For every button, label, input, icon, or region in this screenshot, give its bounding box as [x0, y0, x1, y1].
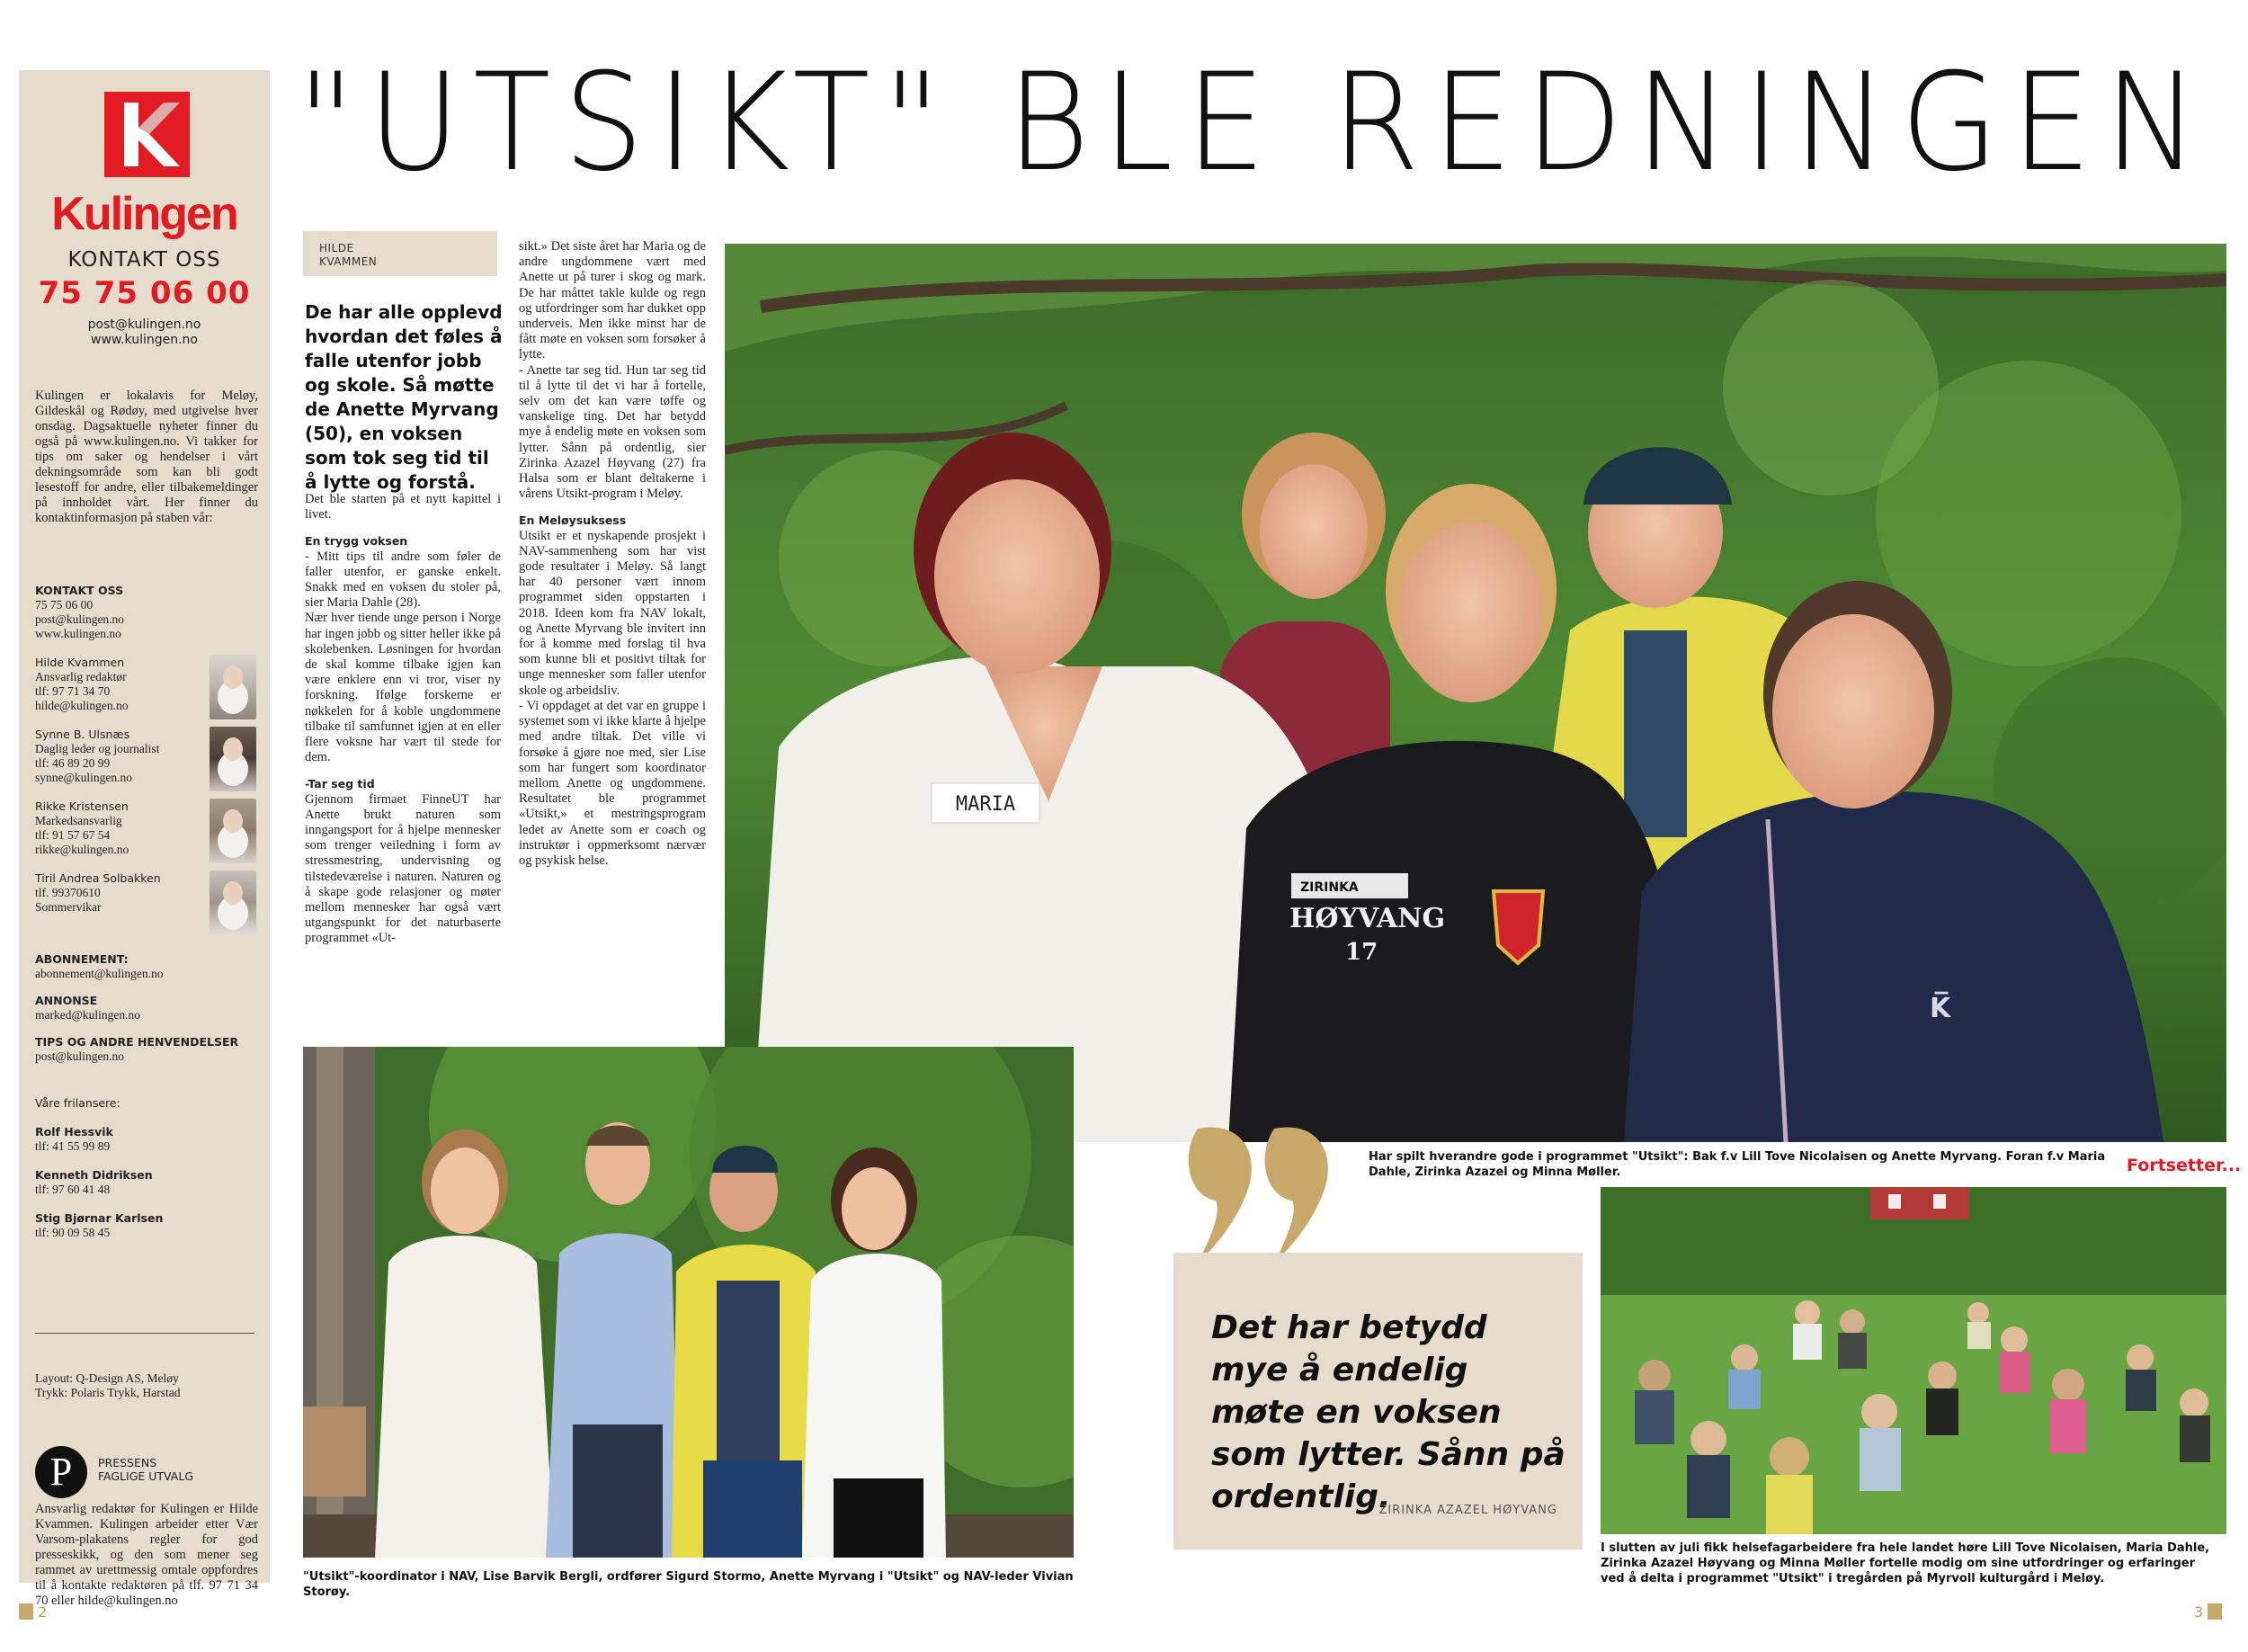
page-k-icon	[2208, 1603, 2222, 1620]
staff-role: Markedsansvarlig	[35, 814, 122, 827]
contact-block-heading: KONTAKT OSS	[35, 584, 124, 597]
main-photo-caption: Har spilt hverandre gode i programmet "Utsikt": Bak f.v Lill Tove Nicolaisen og Anette Myrvang. Foran f.v Maria Dahle, Zirinka Azazel og Minna Møller.	[1369, 1150, 2106, 1179]
ads-heading: ANNONSE	[35, 994, 98, 1007]
freelancer-phone: tlf: 41 55 99 89	[35, 1139, 111, 1153]
paragraph: - Mitt tips til andre som føler de faller utenfor, er ganske enkelt. Snakk med en voksen du stoler på, sier Maria Dahle (28).	[305, 549, 501, 611]
subheading: En trygg voksen	[305, 534, 408, 549]
staff-email: rikke@kulingen.no	[35, 843, 129, 856]
freelancer-entry	[35, 1125, 215, 1154]
tips-heading: TIPS OG ANDRE HENVENDELSER	[35, 1035, 239, 1049]
production-block	[35, 1371, 260, 1400]
byline	[319, 242, 377, 269]
paragraph: - Vi oppdaget at det var en gruppe i systemet som vi ikke klarte å hjelpe med andre tiltak. Det ville vi forsøke å gjøre noe med, sier Lise som har fungert som koordinator mellom Anette og ungdommene. Resultatet ble programmet «Utsikt,» et mestringsprogram ledet av Anette som er coach og instruktør i oppmerksomt nærvær og psykisk helse.	[519, 698, 706, 868]
pfu-logo-icon: P	[35, 1446, 87, 1498]
subheading: -Tar seg tid	[305, 777, 375, 791]
contact-heading: KONTAKT OSS	[67, 248, 221, 272]
freelancer-name: Kenneth Didriksen	[35, 1168, 153, 1182]
paragraph: Utsikt er et nyskapende prosjekt i NAV-sammenheng som har vist gode resultater i Meløy. Så langt har 40 personer vært innom programmet siden oppstarten i 2018. Ideen kom fra NAV lokalt, og Anette Myrvang ble invitert inn for å komme med forslag til hva som kunne bli et positivt tiltak for unge mennesker som faller utenfor skole og arbeidsliv.	[519, 528, 706, 698]
freelancer-name: Stig Bjørnar Karlsen	[35, 1211, 164, 1225]
contact-email: post@kulingen.no	[87, 317, 201, 332]
staff-portrait	[210, 871, 256, 935]
paragraph: Gjennom firmaet FinneUT har Anette brukt naturen som inngangsport for å hjelpe mennesker som trenger veiledning i form av stressmestring, undervisning og tilstedeværelse i naturen. Naturen og å skape gode relasjoner og møter mellom mennesker har også vært utgangspunkt for det naturbaserte programmet «Ut-	[305, 791, 501, 946]
ads-block	[35, 994, 215, 1022]
pfu-text: Ansvarlig redaktør for Kulingen er Hilde Kvammen. Kulingen arbeider etter Vær Varsom-plakatens regler for god presseskikk, og den som mener seg rammet av urettmessig omtale oppfordres til å kontakte redaktøren på tlf. 97 71 34 70 eller hilde@kulingen.no	[35, 1502, 258, 1608]
pfu-label	[98, 1456, 242, 1483]
name-tag-maria: MARIA	[955, 793, 1016, 816]
tips-email: post@kulingen.no	[35, 1049, 125, 1063]
staff-phone: tlf: 97 71 34 70	[35, 684, 111, 698]
freelancers-block	[35, 1096, 215, 1111]
seminar-photo	[1601, 1187, 2226, 1534]
article-column-2	[519, 239, 706, 869]
pfu-line1: PRESSENS	[98, 1456, 157, 1469]
page-number-right	[2194, 1603, 2222, 1621]
subscription-block	[35, 952, 215, 981]
freelancers-heading: Våre frilansere:	[35, 1096, 120, 1110]
main-group-photo	[725, 244, 2226, 1142]
contact-block-web: www.kulingen.no	[35, 627, 121, 640]
ads-email: marked@kulingen.no	[35, 1008, 141, 1022]
hoodie-number: 17	[1345, 939, 1378, 966]
staff-portrait	[210, 799, 256, 863]
byline-last: KVAMMEN	[319, 255, 378, 268]
staff-email: hilde@kulingen.no	[35, 699, 129, 712]
staff-portrait	[210, 727, 256, 791]
jacket-logo: K̅	[1930, 993, 1951, 1024]
staff-entry	[35, 656, 215, 713]
freelancer-entry	[35, 1168, 215, 1197]
staff-name: Rikke Kristensen	[35, 799, 129, 813]
pull-quote-attribution: ZIRINKA AZAZEL HØYVANG	[1378, 1504, 1557, 1517]
seminar-photo-caption: I slutten av juli fikk helsefagarbeidere fra hele landet høre Lill Tove Nicolaisen, Maria Dahle, Zirinka Azazel Høyvang og Minna Møller fortelle modig om sine utfordringer og erfaringer ved å delta i programmet "Utsikt" i tregården på Myrvoll kulturgård i Meløy.	[1601, 1541, 2210, 1585]
brand-name: Kulingen	[51, 188, 237, 240]
staff-entry	[35, 799, 215, 857]
layout-credit: Layout: Q-Design AS, Meløy	[35, 1371, 179, 1385]
freelancer-phone: tlf: 90 09 58 45	[35, 1226, 111, 1239]
staff-role: Daglig leder og journalist	[35, 742, 160, 755]
page-number-left	[19, 1603, 47, 1621]
article-column-1	[305, 492, 501, 947]
staff-entry	[35, 871, 215, 915]
subscription-email: abonnement@kulingen.no	[35, 967, 164, 980]
paragraph: - Anette tar seg tid. Hun tar seg tid til å lytte til det vi har å fortelle, selv om det kan være tøffe og vanskelige ting. Det har betydd mye å endelig møte en voksen som lytter. Sånn på ordentlig, sier Zirinka Azazel Høyvang (27) fra Halsa som er blant deltakerne i vårens Utsikt-program i Meløy.	[519, 362, 706, 502]
contact-block	[35, 584, 215, 641]
contact-phone: 75 75 06 00	[38, 275, 251, 311]
freelancer-name: Rolf Hessvik	[35, 1125, 113, 1139]
contact-block-phone: 75 75 06 00	[35, 598, 94, 612]
paragraph: Nær hver tiende unge person i Norge har ingen jobb og sitter heller ikke på skolebenken. Løsningen for hvordan de skal komme tilbake igjen kan være enklere enn vi tror, viser ny forskning. Ifølge forskerne er nøkkelen for å koble ungdommene tilbake til samfunnet igjen at en eller flere voksne har vært til stede for dem.	[305, 611, 501, 765]
staff-phone: Sommervikar	[35, 900, 102, 914]
subheading: En Meløysuksess	[519, 513, 627, 528]
byline-first: HILDE	[319, 242, 354, 254]
pull-quote	[1173, 1253, 1583, 1549]
pfu-line2: FAGLIGE UTVALG	[98, 1469, 194, 1483]
sidebar-divider	[35, 1333, 254, 1334]
pull-quote-text: Det har betydd mye å endelig møte en voksen som lytter. Sånn på ordentlig.	[1211, 1309, 1566, 1515]
hoodie-small-text: ZIRINKA	[1300, 880, 1359, 895]
staff-role: Ansvarlig redaktør	[35, 670, 127, 683]
staff-role: tlf. 99370610	[35, 886, 101, 899]
freelancer-phone: tlf: 97 60 41 48	[35, 1183, 111, 1196]
page-number-value: 3	[2194, 1603, 2204, 1621]
kulingen-logo-icon	[104, 92, 190, 177]
staff-name: Synne B. Ulsnæs	[35, 728, 130, 741]
about-text: Kulingen er lokalavis for Meløy, Gildeskål og Rødøy, med utgivelse hver onsdag. Dagsaktuelle nyheter finner du også på www.kulingen.no. Vi takker for tips om saker og hendelser i vårt dekningsområde som kan bli godt lesestoff for andre, eller tilbakemeldinger på innholdet vårt. Her finner du kontaktinformasjon på staben vår:	[35, 388, 258, 525]
freelancer-entry	[35, 1211, 215, 1240]
officials-photo	[303, 1047, 1074, 1558]
officials-photo-caption: "Utsikt"-koordinator i NAV, Lise Barvik Bergli, ordfører Sigurd Stormo, Anette Myrvang i "Utsikt" og NAV-leder Vivian Storøy.	[303, 1570, 1074, 1599]
staff-entry	[35, 728, 215, 785]
staff-phone: tlf: 91 57 67 54	[35, 828, 111, 842]
staff-name: Hilde Kvammen	[35, 656, 125, 669]
quote-marks-icon	[1180, 1120, 1342, 1272]
staff-name: Tiril Andrea Solbakken	[35, 871, 161, 885]
paragraph: Det ble starten på et nytt kapittel i livet.	[305, 492, 501, 522]
staff-phone: tlf: 46 89 20 99	[35, 756, 111, 770]
contact-web: www.kulingen.no	[91, 333, 198, 347]
tips-block	[35, 1035, 260, 1064]
subscription-heading: ABONNEMENT:	[35, 952, 129, 966]
contact-block-email: post@kulingen.no	[35, 612, 125, 626]
staff-email: synne@kulingen.no	[35, 771, 133, 784]
staff-portrait	[210, 655, 256, 719]
print-credit: Trykk: Polaris Trykk, Harstad	[35, 1386, 181, 1399]
byline-box	[303, 231, 497, 276]
continued-link[interactable]: Fortsetter...	[2127, 1156, 2242, 1175]
hoodie-text: HØYVANG	[1289, 903, 1446, 934]
article-ingress: De har alle opplevd hvordan det føles å falle utenfor jobb og skole. Så møtte de Anette Myrvang (50), en voksen som tok seg tid til å lytte og forstå.	[305, 301, 503, 493]
page-k-icon	[19, 1603, 33, 1620]
page-number-value: 2	[38, 1603, 48, 1621]
paragraph: sikt.» Det siste året har Maria og de andre ungdommene vært med Anette ut på turer i skog og mark. De har måttet takle kulde og regn og utfordringer som har dukket opp underveis. Men ikke minst har de fått møte en voksen som forsøker å lytte.	[519, 239, 706, 362]
masthead-sidebar	[19, 70, 270, 1608]
article-headline: "UTSIKT" BLE REDNINGEN	[297, 45, 2212, 201]
